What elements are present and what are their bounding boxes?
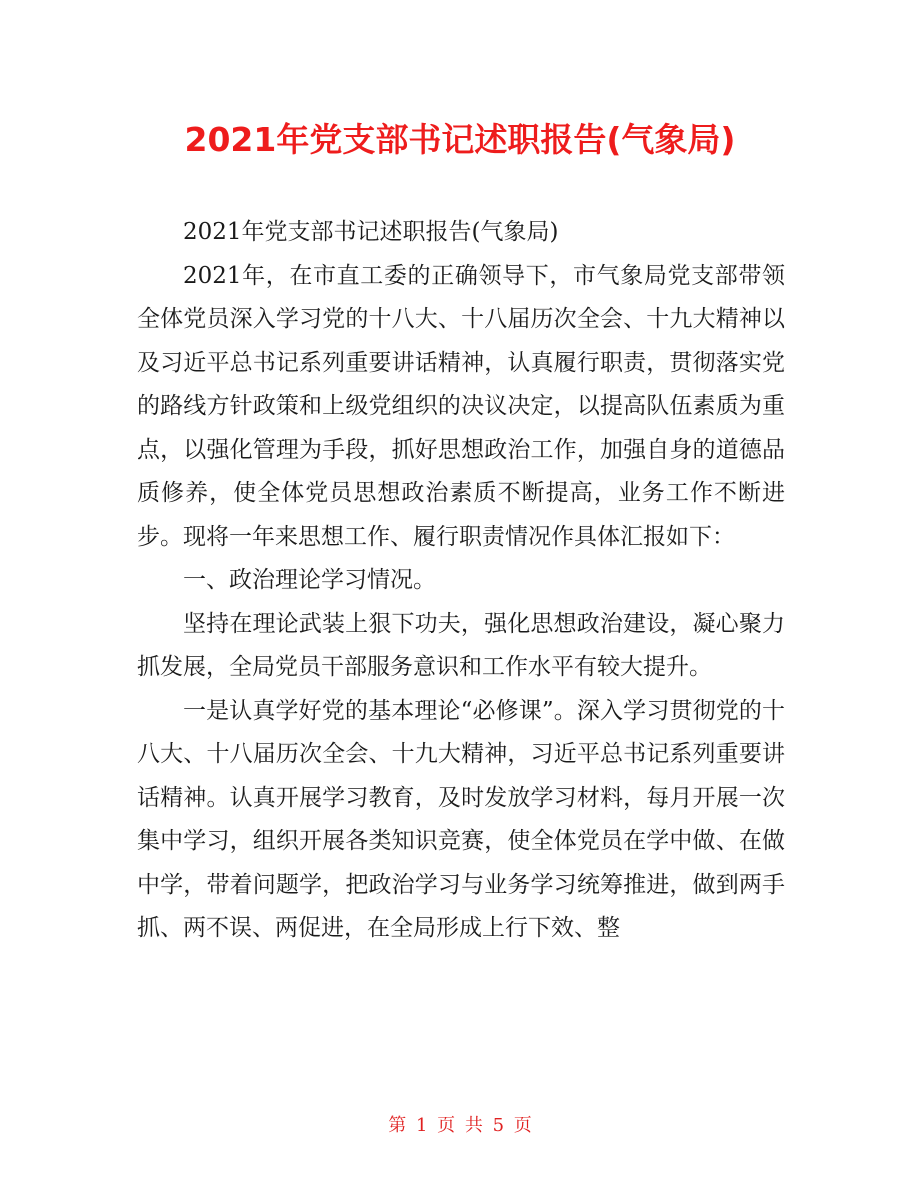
document-body <box>137 211 785 951</box>
paragraph-intro: 2021年，在市直工委的正确领导下，市气象局党支部带领全体党员深入学习党的十八大、十八届历次全会、十九大精神以及习近平总书记系列重要讲话精神，认真履行职责，贯彻落实党的路线方针政策和上级党组织的决议决定，以提高队伍素质为重点，以强化管理为手段，抓好思想政治工作，加强自身的道德品质修养，使全体党员思想政治素质不断提高，业务工作不断进步。现将一年来思想工作、履行职责情况作具体汇报如下： <box>137 262 785 550</box>
paragraph-section-heading: 一、政治理论学习情况。 <box>183 567 436 593</box>
page-number-footer: 第 1 页 共 5 页 <box>388 1115 532 1136</box>
paragraph-first-point: 一是认真学好党的基本理论“必修课”。深入学习贯彻党的十八大、十八届历次全会、十九大精神，习近平总书记系列重要讲话精神。认真开展学习教育，及时发放学习材料，每月开展一次集中学习，组织开展各类知识竞赛，使全体党员在学中做、在做中学，带着问题学，把政治学习与业务学习统筹推进，做到两手抓、两不误、两促进，在全局形成上行下效、整 <box>137 697 785 941</box>
document-title: 2021年党支部书记述职报告(气象局) <box>184 120 736 159</box>
paragraph-subtitle: 2021年党支部书记述职报告(气象局) <box>183 219 559 245</box>
paragraph-theory: 坚持在理论武装上狠下功夫，强化思想政治建设，凝心聚力抓发展，全局党员干部服务意识和工作水平有较大提升。 <box>137 610 785 680</box>
